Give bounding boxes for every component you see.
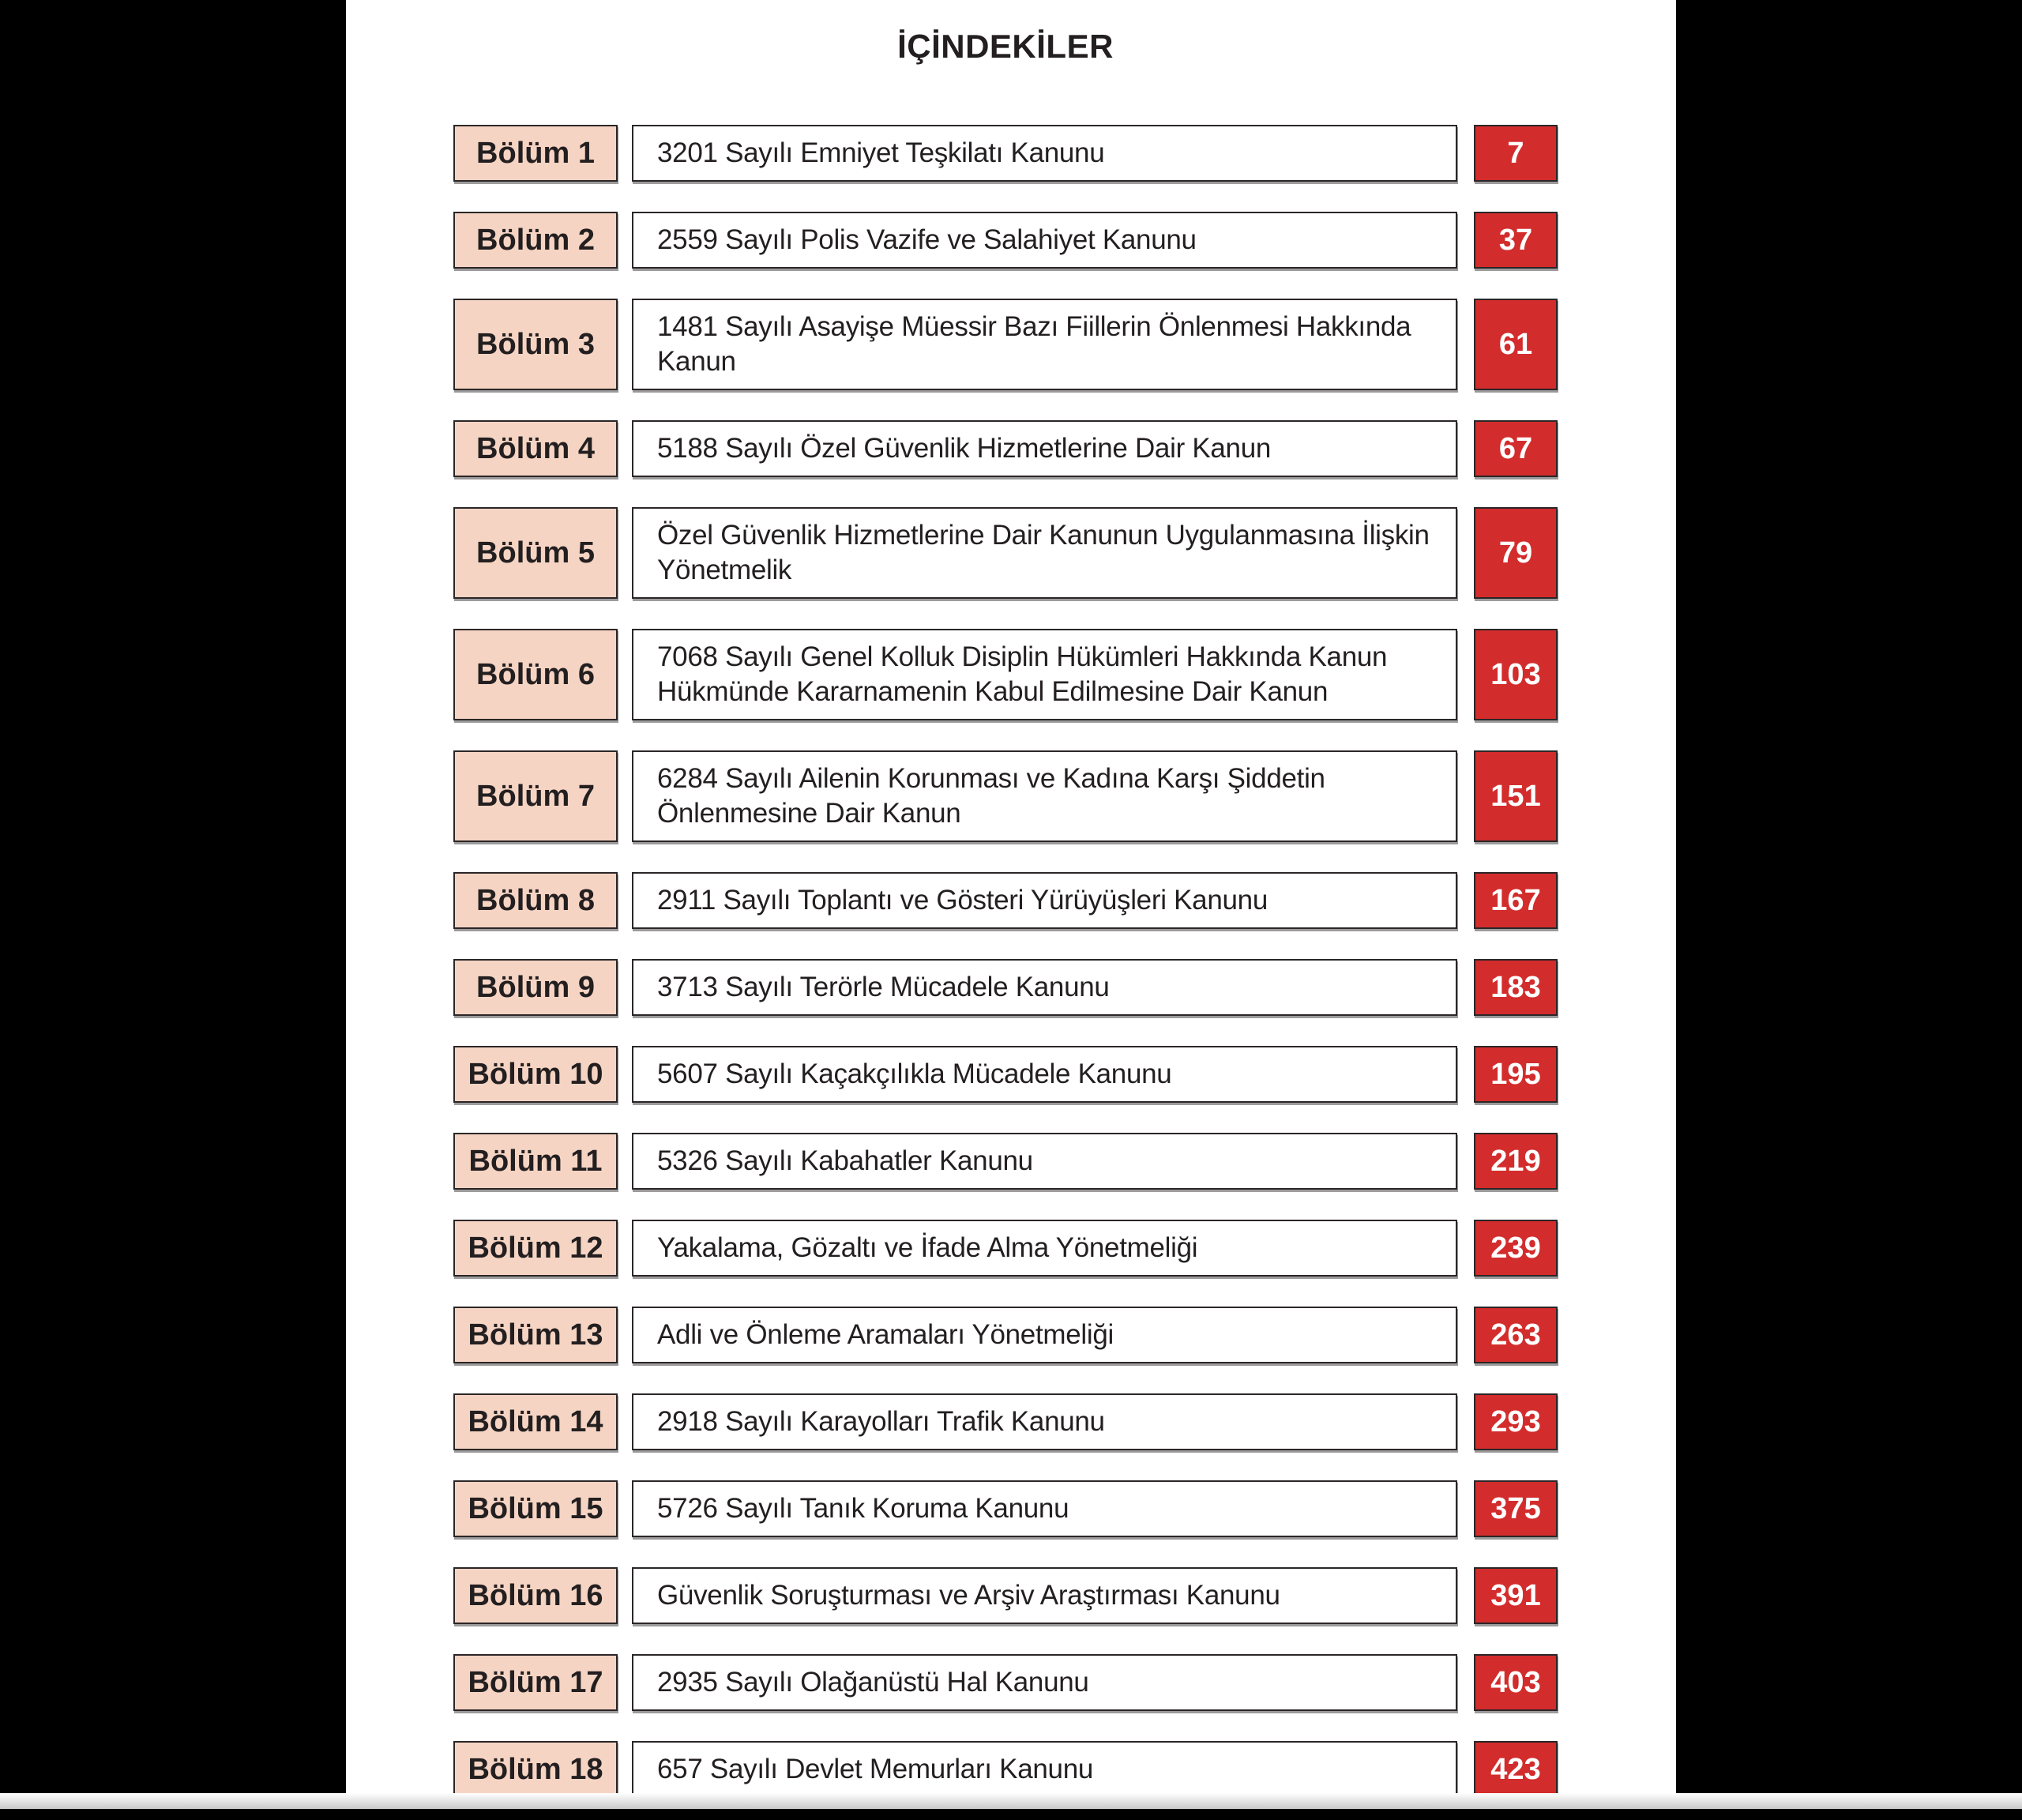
- toc-row: [453, 1654, 1558, 1711]
- page-number-badge: 195: [1474, 1046, 1558, 1103]
- chapter-badge: Bölüm 4: [453, 420, 618, 477]
- page-number-badge: 61: [1474, 299, 1558, 390]
- law-title-box: 1481 Sayılı Asayişe Müessir Bazı Fiillerin Önlenmesi Hakkında Kanun: [632, 299, 1457, 390]
- toc-row: [453, 125, 1558, 182]
- toc-row: [453, 1133, 1558, 1190]
- toc-row: [453, 1480, 1558, 1537]
- chapter-badge: Bölüm 10: [453, 1046, 618, 1103]
- chapter-badge: Bölüm 6: [453, 629, 618, 720]
- chapter-badge: Bölüm 5: [453, 507, 618, 599]
- chapter-badge: Bölüm 11: [453, 1133, 618, 1190]
- page-number-badge: 67: [1474, 420, 1558, 477]
- toc-row: [453, 299, 1558, 390]
- chapter-badge: Bölüm 2: [453, 212, 618, 269]
- page-number-badge: 375: [1474, 1480, 1558, 1537]
- toc-row: [453, 1567, 1558, 1624]
- page-title: İÇİNDEKİLER: [897, 28, 1114, 65]
- law-title-box: 5607 Sayılı Kaçakçılıkla Mücadele Kanunu: [632, 1046, 1457, 1103]
- chapter-badge: Bölüm 12: [453, 1220, 618, 1277]
- toc-row: [453, 1741, 1558, 1798]
- page-number-badge: 183: [1474, 959, 1558, 1016]
- page-number-badge: 293: [1474, 1393, 1558, 1450]
- page-number-badge: 7: [1474, 125, 1558, 182]
- chapter-badge: Bölüm 9: [453, 959, 618, 1016]
- toc-row: [453, 420, 1558, 477]
- page-number-badge: 423: [1474, 1741, 1558, 1798]
- law-title-box: 2559 Sayılı Polis Vazife ve Salahiyet Kanunu: [632, 212, 1457, 269]
- toc-row: [453, 1046, 1558, 1103]
- toc-row: [453, 629, 1558, 720]
- chapter-badge: Bölüm 16: [453, 1567, 618, 1624]
- law-title-box: 3201 Sayılı Emniyet Teşkilatı Kanunu: [632, 125, 1457, 182]
- law-title-box: 5188 Sayılı Özel Güvenlik Hizmetlerine Dair Kanun: [632, 420, 1457, 477]
- page-edge-shadow: [0, 1793, 2022, 1809]
- toc-row: [453, 959, 1558, 1016]
- law-title-box: 657 Sayılı Devlet Memurları Kanunu: [632, 1741, 1457, 1798]
- chapter-badge: Bölüm 14: [453, 1393, 618, 1450]
- law-title-box: 7068 Sayılı Genel Kolluk Disiplin Hükümleri Hakkında Kanun Hükmünde Kararnamenin Kabul Edilmesine Dair Kanun: [632, 629, 1457, 720]
- page-number-badge: 391: [1474, 1567, 1558, 1624]
- chapter-badge: Bölüm 15: [453, 1480, 618, 1537]
- chapter-badge: Bölüm 17: [453, 1654, 618, 1711]
- toc-row: [453, 212, 1558, 269]
- page-number-badge: 79: [1474, 507, 1558, 599]
- page-number-badge: 219: [1474, 1133, 1558, 1190]
- chapter-badge: Bölüm 18: [453, 1741, 618, 1798]
- toc-row: [453, 1393, 1558, 1450]
- toc-rows: [453, 125, 1558, 1798]
- page-number-badge: 151: [1474, 750, 1558, 842]
- page-number-badge: 239: [1474, 1220, 1558, 1277]
- toc-page: [346, 0, 1676, 1820]
- chapter-badge: Bölüm 7: [453, 750, 618, 842]
- law-title-box: 2911 Sayılı Toplantı ve Gösteri Yürüyüşleri Kanunu: [632, 872, 1457, 929]
- toc-row: [453, 507, 1558, 599]
- law-title-box: Güvenlik Soruşturması ve Arşiv Araştırması Kanunu: [632, 1567, 1457, 1624]
- page-number-badge: 37: [1474, 212, 1558, 269]
- page-number-badge: 403: [1474, 1654, 1558, 1711]
- law-title-box: 6284 Sayılı Ailenin Korunması ve Kadına Karşı Şiddetin Önlenmesine Dair Kanun: [632, 750, 1457, 842]
- law-title-box: 3713 Sayılı Terörle Mücadele Kanunu: [632, 959, 1457, 1016]
- law-title-box: 2935 Sayılı Olağanüstü Hal Kanunu: [632, 1654, 1457, 1711]
- toc-row: [453, 750, 1558, 842]
- law-title-box: 5726 Sayılı Tanık Koruma Kanunu: [632, 1480, 1457, 1537]
- toc-row: [453, 872, 1558, 929]
- toc-row: [453, 1220, 1558, 1277]
- page-number-badge: 103: [1474, 629, 1558, 720]
- chapter-badge: Bölüm 1: [453, 125, 618, 182]
- chapter-badge: Bölüm 13: [453, 1307, 618, 1363]
- law-title-box: Özel Güvenlik Hizmetlerine Dair Kanunun Uygulanmasına İlişkin Yönetmelik: [632, 507, 1457, 599]
- chapter-badge: Bölüm 8: [453, 872, 618, 929]
- page-number-badge: 263: [1474, 1307, 1558, 1363]
- law-title-box: Adli ve Önleme Aramaları Yönetmeliği: [632, 1307, 1457, 1363]
- scan-bottom-bar: [0, 1809, 2022, 1820]
- law-title-box: 5326 Sayılı Kabahatler Kanunu: [632, 1133, 1457, 1190]
- law-title-box: 2918 Sayılı Karayolları Trafik Kanunu: [632, 1393, 1457, 1450]
- toc-content: [453, 0, 1558, 1798]
- law-title-box: Yakalama, Gözaltı ve İfade Alma Yönetmeliği: [632, 1220, 1457, 1277]
- page-number-badge: 167: [1474, 872, 1558, 929]
- chapter-badge: Bölüm 3: [453, 299, 618, 390]
- toc-row: [453, 1307, 1558, 1363]
